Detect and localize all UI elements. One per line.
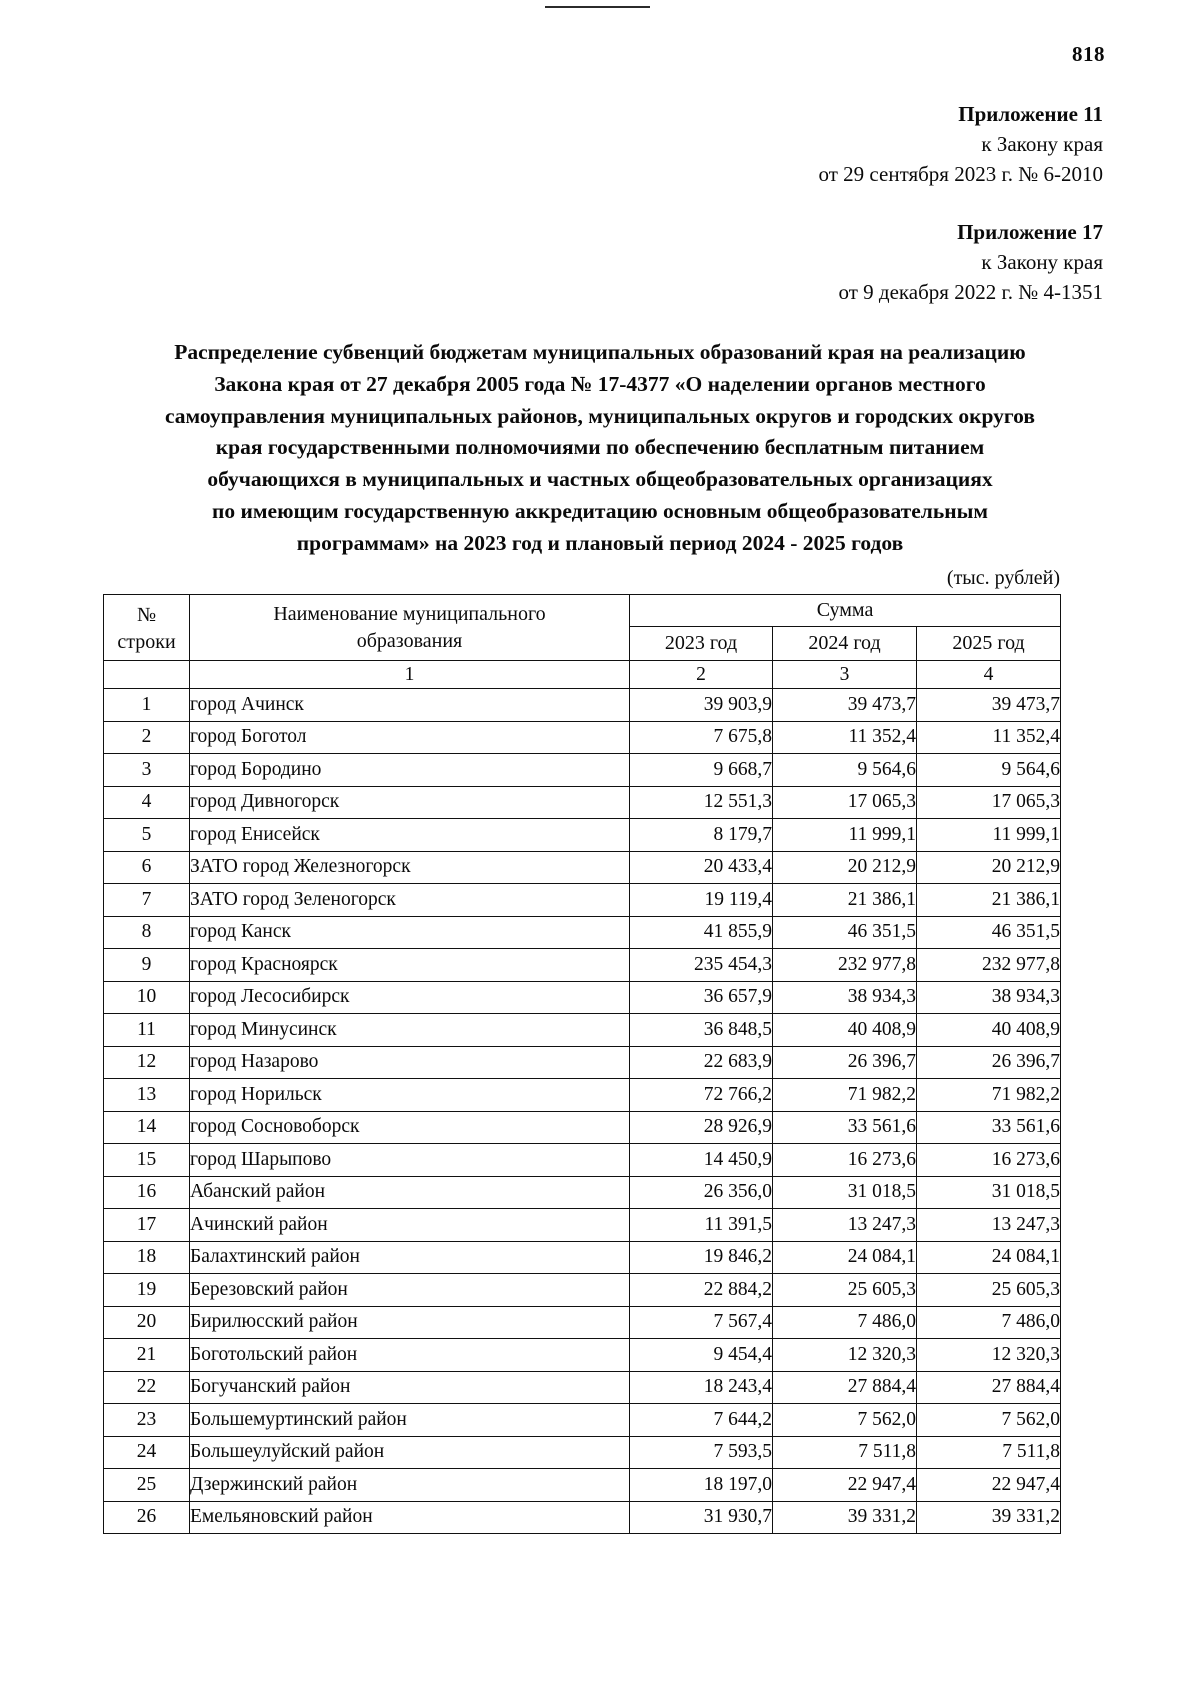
table-row bbox=[104, 1176, 1061, 1209]
colnum-3: 3 bbox=[773, 661, 917, 689]
row-index: 3 bbox=[104, 754, 190, 787]
value-2025: 46 351,5 bbox=[917, 916, 1061, 949]
row-index: 21 bbox=[104, 1339, 190, 1372]
table-row bbox=[104, 1111, 1061, 1144]
value-2024: 13 247,3 bbox=[773, 1209, 917, 1242]
value-2024: 21 386,1 bbox=[773, 884, 917, 917]
municipality-name: город Ачинск bbox=[190, 689, 630, 722]
value-2024: 7 486,0 bbox=[773, 1306, 917, 1339]
appendix-line-2-2: от 9 декабря 2022 г. № 4-1351 bbox=[838, 279, 1103, 304]
table-row bbox=[104, 819, 1061, 852]
municipality-name: Дзержинский район bbox=[190, 1469, 630, 1502]
page-number: 818 bbox=[1072, 42, 1105, 66]
row-index: 17 bbox=[104, 1209, 190, 1242]
row-index: 1 bbox=[104, 689, 190, 722]
title-line-7: программам» на 2023 год и плановый период 2024 - 2025 годов bbox=[296, 530, 904, 555]
value-2023: 11 391,5 bbox=[630, 1209, 773, 1242]
municipality-name: Большеулуйский район bbox=[190, 1436, 630, 1469]
header-year-2025: 2025 год bbox=[917, 627, 1061, 661]
value-2024: 20 212,9 bbox=[773, 851, 917, 884]
row-index: 12 bbox=[104, 1046, 190, 1079]
municipality-name: Бирилюсский район bbox=[190, 1306, 630, 1339]
value-2025: 27 884,4 bbox=[917, 1371, 1061, 1404]
municipality-name: город Красноярск bbox=[190, 949, 630, 982]
colnum-4: 4 bbox=[917, 661, 1061, 689]
header-name-line1: Наименование муниципального bbox=[273, 603, 546, 626]
table-row bbox=[104, 689, 1061, 722]
table-header-row-top bbox=[104, 595, 1061, 627]
row-index: 18 bbox=[104, 1241, 190, 1274]
value-2025: 7 486,0 bbox=[917, 1306, 1061, 1339]
municipality-name: город Дивногорск bbox=[190, 786, 630, 819]
appendix-reference-1 bbox=[819, 100, 1103, 189]
value-2024: 16 273,6 bbox=[773, 1144, 917, 1177]
municipality-name: Большемуртинский район bbox=[190, 1404, 630, 1437]
value-2025: 16 273,6 bbox=[917, 1144, 1061, 1177]
value-2024: 31 018,5 bbox=[773, 1176, 917, 1209]
municipality-name: город Шарыпово bbox=[190, 1144, 630, 1177]
title-line-4: края государственными полномочиями по обеспечению бесплатным питанием bbox=[215, 435, 985, 460]
value-2023: 18 243,4 bbox=[630, 1371, 773, 1404]
row-index: 19 bbox=[104, 1274, 190, 1307]
value-2024: 7 562,0 bbox=[773, 1404, 917, 1437]
value-2023: 22 683,9 bbox=[630, 1046, 773, 1079]
value-2025: 39 473,7 bbox=[917, 689, 1061, 722]
municipality-name: Емельяновский район bbox=[190, 1501, 630, 1534]
table-row bbox=[104, 1144, 1061, 1177]
municipality-name: город Сосновоборск bbox=[190, 1111, 630, 1144]
row-index: 25 bbox=[104, 1469, 190, 1502]
value-2024: 12 320,3 bbox=[773, 1339, 917, 1372]
table-row bbox=[104, 981, 1061, 1014]
value-2023: 235 454,3 bbox=[630, 949, 773, 982]
row-index: 10 bbox=[104, 981, 190, 1014]
colnum-2: 2 bbox=[630, 661, 773, 689]
appendix-title-1: Приложение 11 bbox=[958, 102, 1103, 126]
value-2024: 9 564,6 bbox=[773, 754, 917, 787]
row-index: 7 bbox=[104, 884, 190, 917]
table-column-number-row bbox=[104, 661, 1061, 689]
title-line-5: обучающихся в муниципальных и частных общеобразовательных организациях bbox=[207, 467, 993, 492]
municipality-name: город Назарово bbox=[190, 1046, 630, 1079]
municipality-name: Балахтинский район bbox=[190, 1241, 630, 1274]
header-sum-group: Сумма bbox=[630, 595, 1061, 627]
value-2025: 7 562,0 bbox=[917, 1404, 1061, 1437]
municipality-name: ЗАТО город Зеленогорск bbox=[190, 884, 630, 917]
row-index: 14 bbox=[104, 1111, 190, 1144]
value-2023: 8 179,7 bbox=[630, 819, 773, 852]
value-2025: 71 982,2 bbox=[917, 1079, 1061, 1112]
row-index: 23 bbox=[104, 1404, 190, 1437]
value-2023: 12 551,3 bbox=[630, 786, 773, 819]
appendix-line-1-2: от 29 сентября 2023 г. № 6-2010 bbox=[818, 161, 1103, 186]
municipality-name: город Енисейск bbox=[190, 819, 630, 852]
municipality-name: город Норильск bbox=[190, 1079, 630, 1112]
value-2023: 7 675,8 bbox=[630, 721, 773, 754]
value-2023: 7 644,2 bbox=[630, 1404, 773, 1437]
row-index: 24 bbox=[104, 1436, 190, 1469]
municipality-name: Богучанский район bbox=[190, 1371, 630, 1404]
table-row bbox=[104, 1274, 1061, 1307]
value-2024: 24 084,1 bbox=[773, 1241, 917, 1274]
table-row bbox=[104, 786, 1061, 819]
row-index: 16 bbox=[104, 1176, 190, 1209]
municipality-name: город Лесосибирск bbox=[190, 981, 630, 1014]
document-title bbox=[100, 337, 1100, 560]
municipality-name: Абанский район bbox=[190, 1176, 630, 1209]
value-2023: 22 884,2 bbox=[630, 1274, 773, 1307]
value-2023: 28 926,9 bbox=[630, 1111, 773, 1144]
value-2023: 7 593,5 bbox=[630, 1436, 773, 1469]
table-row bbox=[104, 754, 1061, 787]
header-row-number bbox=[104, 595, 190, 661]
table-row bbox=[104, 851, 1061, 884]
value-2023: 36 848,5 bbox=[630, 1014, 773, 1047]
value-2025: 17 065,3 bbox=[917, 786, 1061, 819]
value-2025: 20 212,9 bbox=[917, 851, 1061, 884]
value-2025: 26 396,7 bbox=[917, 1046, 1061, 1079]
value-2024: 11 999,1 bbox=[773, 819, 917, 852]
value-2025: 7 511,8 bbox=[917, 1436, 1061, 1469]
municipality-name: Ачинский район bbox=[190, 1209, 630, 1242]
value-2024: 7 511,8 bbox=[773, 1436, 917, 1469]
value-2023: 72 766,2 bbox=[630, 1079, 773, 1112]
appendix-title-2: Приложение 17 bbox=[957, 220, 1103, 244]
appendix-line-1-1: к Закону края bbox=[981, 131, 1103, 156]
table-row bbox=[104, 1014, 1061, 1047]
value-2023: 20 433,4 bbox=[630, 851, 773, 884]
title-line-1: Распределение субвенций бюджетам муниципальных образований края на реализацию bbox=[174, 340, 1026, 364]
table-row bbox=[104, 1079, 1061, 1112]
row-index: 26 bbox=[104, 1501, 190, 1534]
value-2025: 11 352,4 bbox=[917, 721, 1061, 754]
title-line-2: Закона края от 27 декабря 2005 года № 17-4377 «О наделении органов местного bbox=[214, 371, 986, 396]
row-index: 20 bbox=[104, 1306, 190, 1339]
table-body bbox=[104, 689, 1061, 1534]
value-2025: 33 561,6 bbox=[917, 1111, 1061, 1144]
value-2023: 7 567,4 bbox=[630, 1306, 773, 1339]
value-2024: 38 934,3 bbox=[773, 981, 917, 1014]
header-name-line2: образования bbox=[356, 629, 463, 652]
header-row-number-line1: № bbox=[136, 603, 157, 626]
value-2023: 14 450,9 bbox=[630, 1144, 773, 1177]
table-row bbox=[104, 1404, 1061, 1437]
table-row bbox=[104, 949, 1061, 982]
value-2023: 26 356,0 bbox=[630, 1176, 773, 1209]
value-2024: 17 065,3 bbox=[773, 786, 917, 819]
table-row bbox=[104, 1046, 1061, 1079]
header-municipality-name bbox=[190, 595, 630, 661]
row-index: 9 bbox=[104, 949, 190, 982]
table-row bbox=[104, 1306, 1061, 1339]
value-2025: 24 084,1 bbox=[917, 1241, 1061, 1274]
table-row bbox=[104, 1209, 1061, 1242]
appendix-line-2-1: к Закону края bbox=[981, 249, 1103, 274]
table-row bbox=[104, 916, 1061, 949]
value-2025: 25 605,3 bbox=[917, 1274, 1061, 1307]
table-row bbox=[104, 1371, 1061, 1404]
value-2025: 39 331,2 bbox=[917, 1501, 1061, 1534]
value-2024: 26 396,7 bbox=[773, 1046, 917, 1079]
value-2024: 39 473,7 bbox=[773, 689, 917, 722]
value-2024: 232 977,8 bbox=[773, 949, 917, 982]
value-2025: 11 999,1 bbox=[917, 819, 1061, 852]
value-2024: 39 331,2 bbox=[773, 1501, 917, 1534]
row-index: 22 bbox=[104, 1371, 190, 1404]
municipality-name: город Минусинск bbox=[190, 1014, 630, 1047]
municipality-name: город Канск bbox=[190, 916, 630, 949]
value-2023: 9 668,7 bbox=[630, 754, 773, 787]
value-2023: 9 454,4 bbox=[630, 1339, 773, 1372]
municipality-name: Боготольский район bbox=[190, 1339, 630, 1372]
value-2025: 13 247,3 bbox=[917, 1209, 1061, 1242]
value-2025: 31 018,5 bbox=[917, 1176, 1061, 1209]
header-row-number-line2: строки bbox=[117, 631, 176, 653]
header-year-2023: 2023 год bbox=[630, 627, 773, 661]
value-2025: 40 408,9 bbox=[917, 1014, 1061, 1047]
colnum-0 bbox=[104, 661, 190, 689]
scan-artifact-mark bbox=[545, 0, 650, 8]
value-2024: 25 605,3 bbox=[773, 1274, 917, 1307]
value-2025: 38 934,3 bbox=[917, 981, 1061, 1014]
table-row bbox=[104, 1241, 1061, 1274]
value-2024: 33 561,6 bbox=[773, 1111, 917, 1144]
value-2024: 40 408,9 bbox=[773, 1014, 917, 1047]
title-line-3: самоуправления муниципальных районов, муниципальных округов и городских округов bbox=[165, 403, 1035, 428]
value-2025: 9 564,6 bbox=[917, 754, 1061, 787]
municipality-name: город Бородино bbox=[190, 754, 630, 787]
row-index: 8 bbox=[104, 916, 190, 949]
value-2023: 36 657,9 bbox=[630, 981, 773, 1014]
title-line-6: по имеющим государственную аккредитацию основным общеобразовательным bbox=[211, 499, 989, 524]
table-row bbox=[104, 1501, 1061, 1534]
value-2023: 31 930,7 bbox=[630, 1501, 773, 1534]
value-2024: 46 351,5 bbox=[773, 916, 917, 949]
table-row bbox=[104, 1469, 1061, 1502]
table-header bbox=[104, 595, 1061, 689]
value-2025: 12 320,3 bbox=[917, 1339, 1061, 1372]
row-index: 6 bbox=[104, 851, 190, 884]
value-2023: 41 855,9 bbox=[630, 916, 773, 949]
value-2024: 22 947,4 bbox=[773, 1469, 917, 1502]
value-2025: 22 947,4 bbox=[917, 1469, 1061, 1502]
value-2025: 21 386,1 bbox=[917, 884, 1061, 917]
table-row bbox=[104, 1339, 1061, 1372]
appendix-reference-2 bbox=[839, 218, 1103, 307]
row-index: 15 bbox=[104, 1144, 190, 1177]
value-2024: 11 352,4 bbox=[773, 721, 917, 754]
value-2023: 18 197,0 bbox=[630, 1469, 773, 1502]
subventions-table-wrapper bbox=[103, 594, 1060, 1534]
row-index: 2 bbox=[104, 721, 190, 754]
row-index: 11 bbox=[104, 1014, 190, 1047]
value-2023: 39 903,9 bbox=[630, 689, 773, 722]
value-2023: 19 119,4 bbox=[630, 884, 773, 917]
value-2023: 19 846,2 bbox=[630, 1241, 773, 1274]
row-index: 13 bbox=[104, 1079, 190, 1112]
colnum-1: 1 bbox=[190, 661, 630, 689]
header-year-2024: 2024 год bbox=[773, 627, 917, 661]
value-2024: 71 982,2 bbox=[773, 1079, 917, 1112]
value-2024: 27 884,4 bbox=[773, 1371, 917, 1404]
table-row bbox=[104, 884, 1061, 917]
municipality-name: ЗАТО город Железногорск bbox=[190, 851, 630, 884]
municipality-name: Березовский район bbox=[190, 1274, 630, 1307]
value-2025: 232 977,8 bbox=[917, 949, 1061, 982]
row-index: 4 bbox=[104, 786, 190, 819]
table-row bbox=[104, 721, 1061, 754]
table-row bbox=[104, 1436, 1061, 1469]
municipality-name: город Боготол bbox=[190, 721, 630, 754]
subventions-table bbox=[103, 594, 1061, 1534]
units-note: (тыс. рублей) bbox=[946, 567, 1060, 589]
row-index: 5 bbox=[104, 819, 190, 852]
